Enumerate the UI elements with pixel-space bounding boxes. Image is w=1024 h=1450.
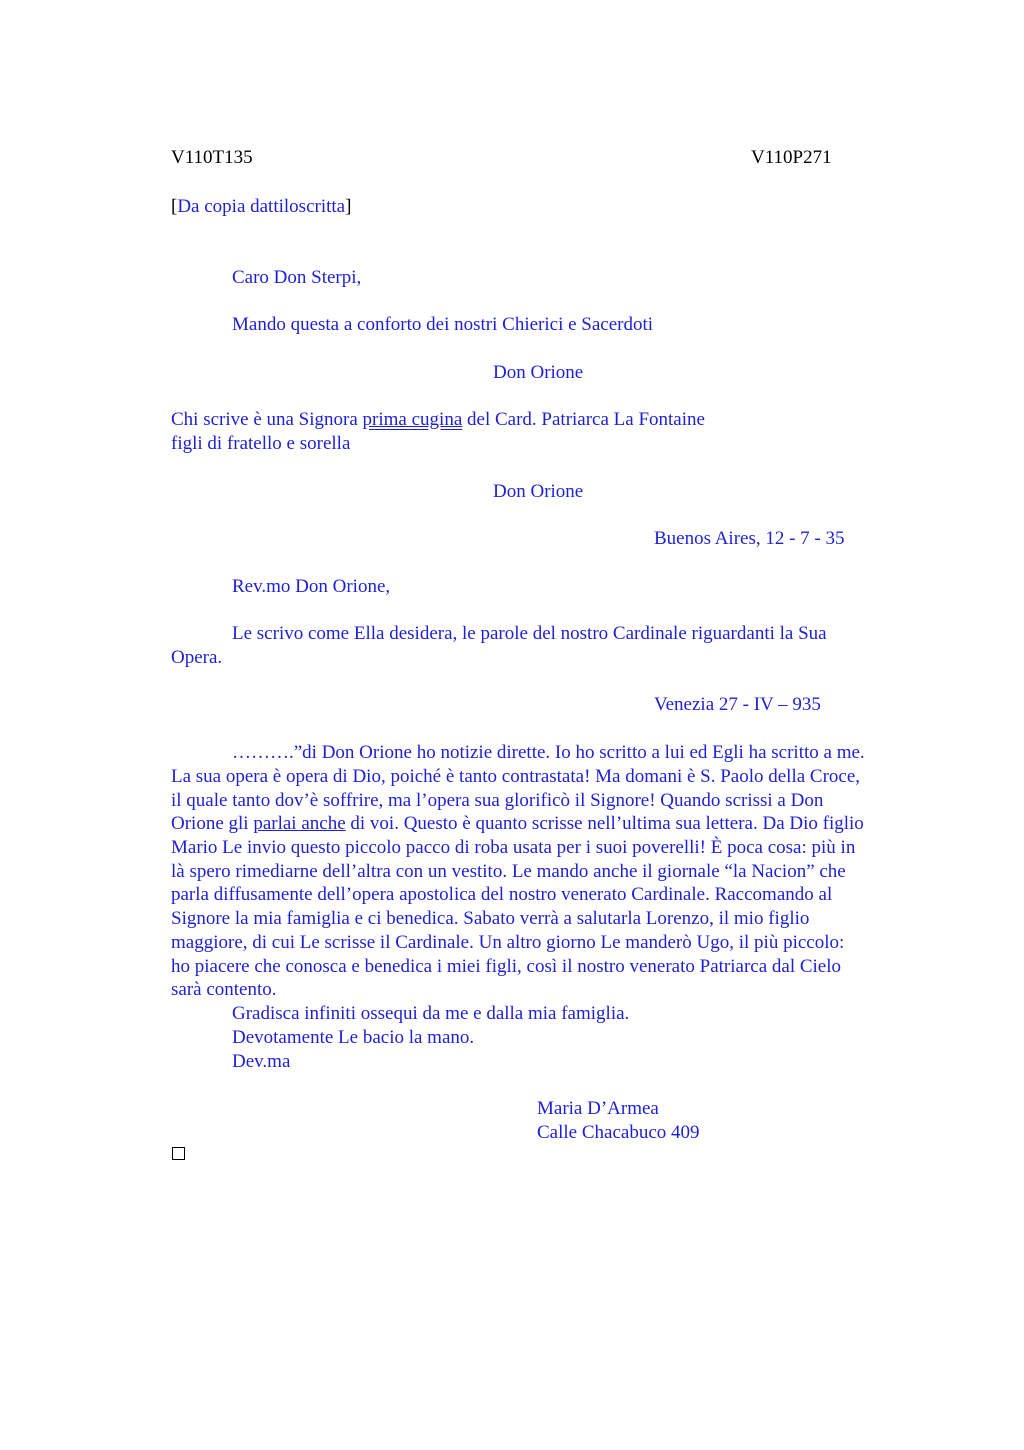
quote-date: Venezia 27 - IV – 935 [654,694,821,715]
sender-address: Calle Chacabuco 409 [537,1122,700,1143]
source-note-open-bracket: [ [171,196,178,217]
annotation-underlined-text: prima cugina [362,409,463,430]
cover-message: Mando questa a conforto dei nostri Chierici e Sacerdoti [232,314,654,335]
body-line: Mario Le invio questo piccolo pacco di roba usata per i suoi poverelli! È poca cosa: più in [171,837,856,858]
annotation-signature: Don Orione [493,481,584,502]
body-line: ho piacere che conosca e benedica i miei figli, così il nostro venerato Patriarca dal Cielo [171,956,842,977]
letter-intro-line-2: Opera. [171,647,223,668]
letter-place-date: Buenos Aires, 12 - 7 - 35 [654,528,845,549]
source-note-close-bracket: ] [345,196,352,217]
letter-intro-line-1: Le scrivo come Ella desidera, le parole del nostro Cardinale riguardanti la Sua [232,623,827,644]
body-line: sarà contento. [171,979,277,1000]
closing-line: Gradisca infiniti ossequi da me e dalla mia famiglia. [232,1003,630,1024]
source-note [171,195,351,219]
source-note-text: Da copia dattiloscritta [177,196,346,217]
body-line: ……….”di Don Orione ho notizie dirette. Io ho scritto a lui ed Egli ha scritto a me. [232,742,865,763]
letter-salutation: Rev.mo Don Orione, [232,576,391,597]
annotation-text-after: del Card. Patriarca La Fontaine [462,409,705,430]
body-line: il quale tanto dov’è soffrire, ma l’opera sua glorificò il Signore! Quando scrissi a Don [171,790,824,811]
body-line: parla diffusamente dell’opera apostolica del nostro venerato Cardinale. Raccomando al [171,884,833,905]
closing-line: Devotamente Le bacio la mano. [232,1027,475,1048]
annotation-line-2: figli di fratello e sorella [171,433,351,454]
document-code-left: V110T135 [171,147,253,168]
body-line: maggiore, di cui Le scrisse il Cardinale. Un altro giorno Le manderò Ugo, il più piccolo: [171,932,845,953]
body-underlined-text: parlai anche [253,813,346,834]
body-text-before: Orione gli [171,813,254,834]
body-line: là spero rimediarne dell’altra con un vestito. Le mando anche il giornale “la Nacion” che [171,861,846,882]
sender-name: Maria D’Armea [537,1098,659,1119]
body-line: Signore la mia famiglia e ci benedica. Sabato verrà a salutarla Lorenzo, il mio figlio [171,908,810,929]
document-code-right: V110P271 [751,147,832,168]
annotation-text-before: Chi scrive è una Signora [171,409,363,430]
cover-signature: Don Orione [493,362,584,383]
cover-greeting: Caro Don Sterpi, [232,267,362,288]
annotation-line-1 [171,408,705,432]
square-outline-icon [172,1147,185,1160]
body-line-with-underline [171,812,864,836]
body-text-after: di voi. Questo è quanto scrisse nell’ultima sua lettera. Da Dio figlio [345,813,864,834]
body-line: La sua opera è opera di Dio, poiché è tanto contrastata! Ma domani è S. Paolo della Croce, [171,766,861,787]
closing-line: Dev.ma [232,1051,291,1072]
